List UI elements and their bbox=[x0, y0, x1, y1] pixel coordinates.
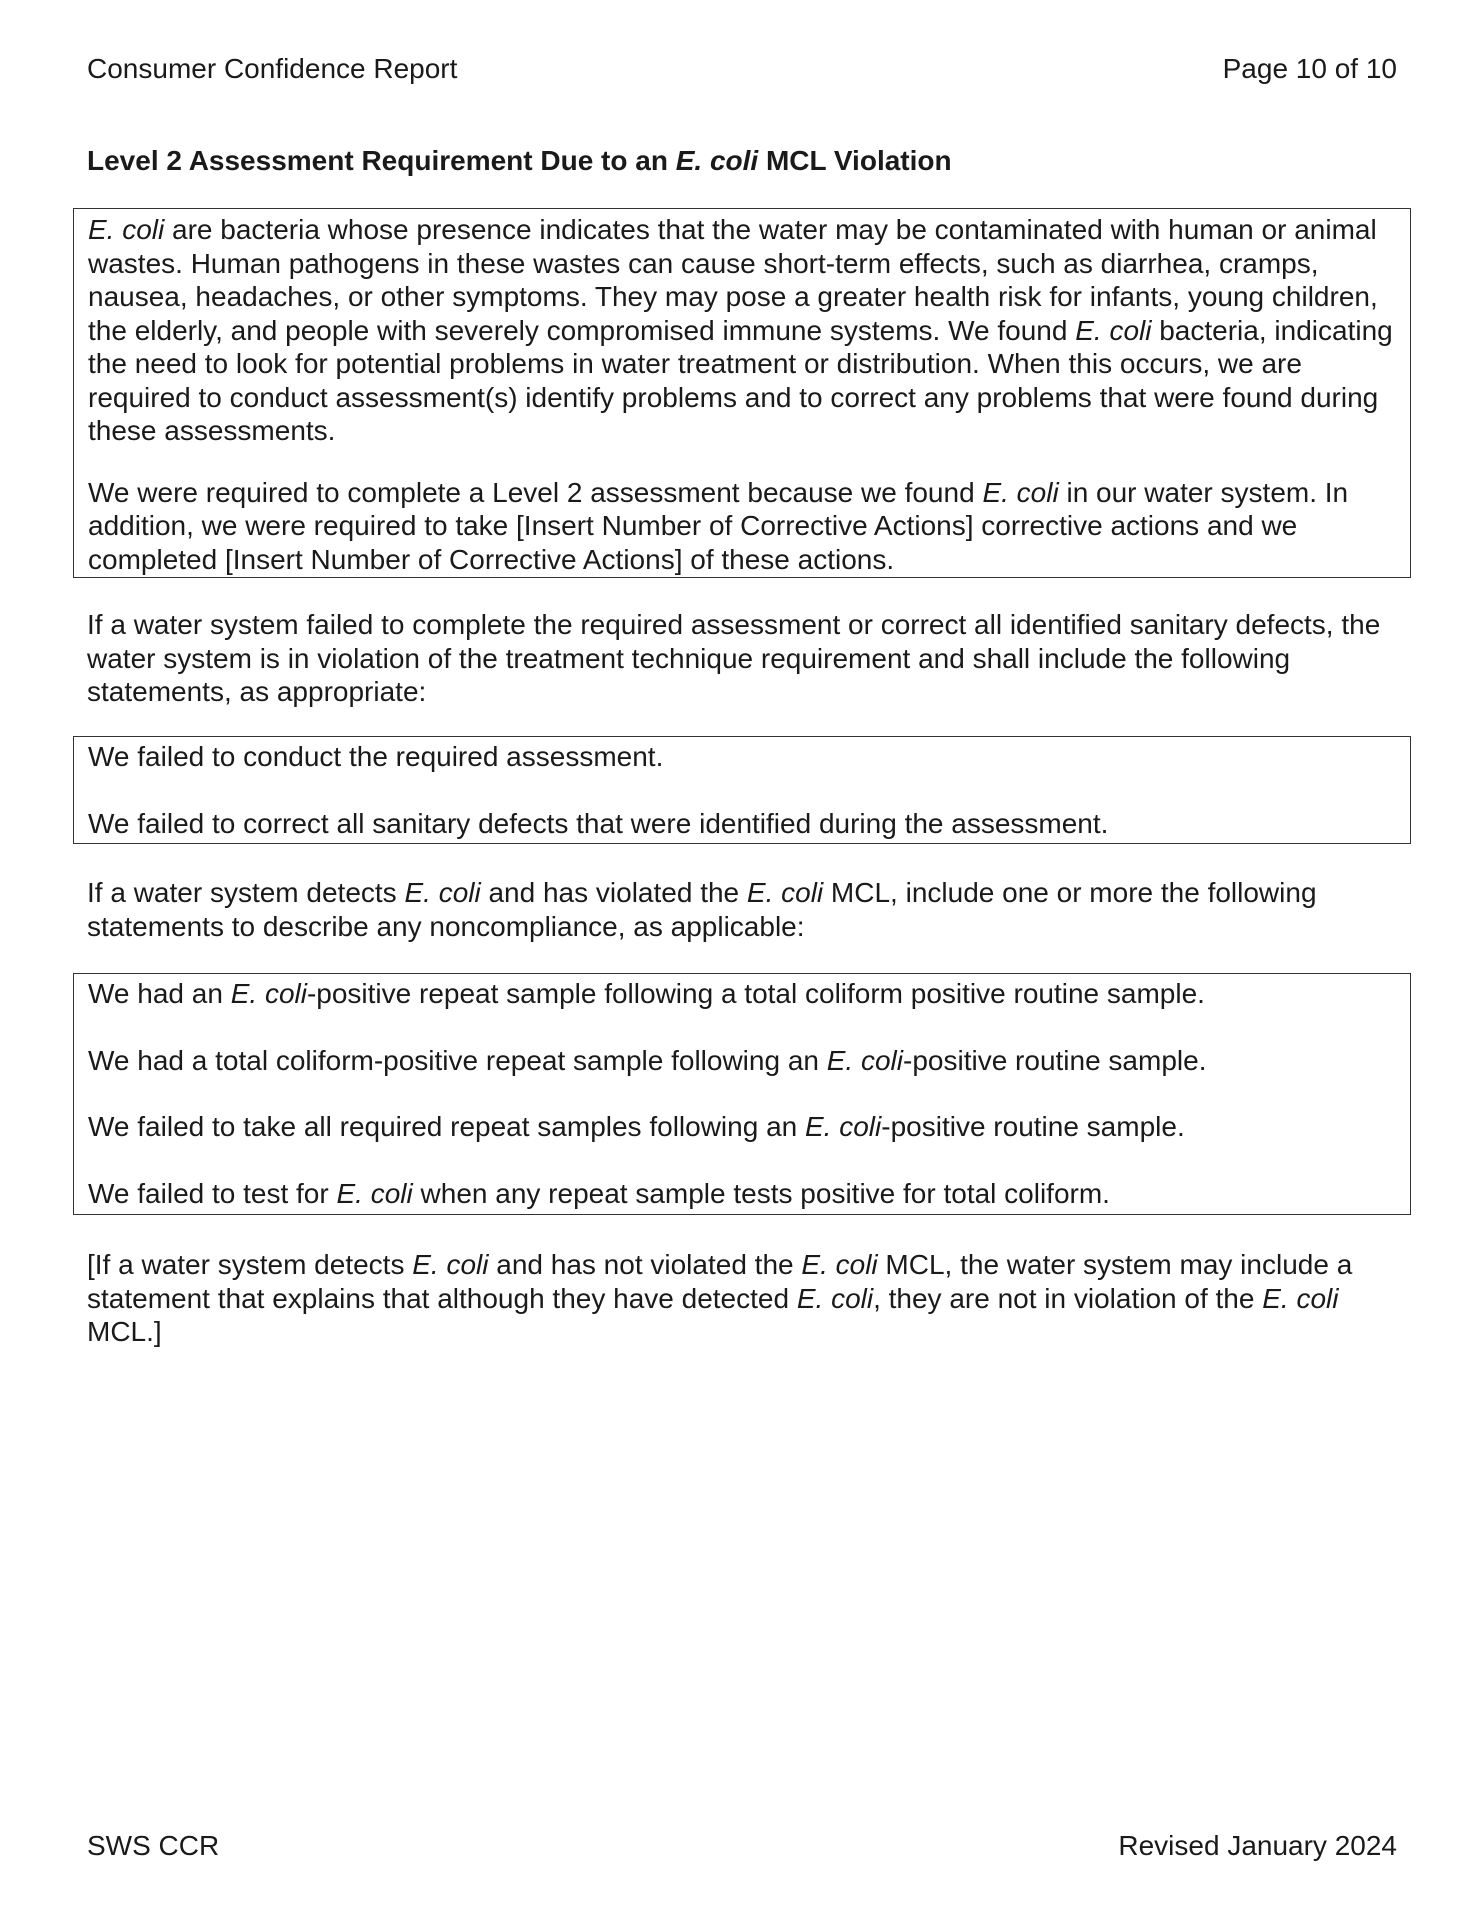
statement-missed-repeat-samples: We failed to take all required repeat samples following an E. coli-positive routine sample. bbox=[88, 1111, 1185, 1142]
section-heading: Level 2 Assessment Requirement Due to an E. coli MCL Violation bbox=[87, 145, 952, 176]
no-violation-note: [If a water system detects E. coli and has not violated the E. coli MCL, the water system may include a statement that explains that although they have detected E. coli, they are not in violation of the E. coli MCL.] bbox=[87, 1249, 1353, 1347]
ecoli-health-paragraph: E. coli are bacteria whose presence indicates that the water may be contaminated with human or animal wastes. Human pathogens in these wastes can cause short-term effects, such as diarrhea, cramps, nausea, headaches, or other symptoms. They may pose a greater health risk for infants, young children, the elderly, and people with severely compromised immune systems. We found E. coli bacteria, indicating the need to look for potential problems in water treatment or distribution. When this occurs, we are required to conduct assessment(s) identify problems and to correct any problems that were found during these assessments. bbox=[88, 214, 1393, 446]
footer-doc-code: SWS CCR bbox=[87, 1830, 220, 1861]
failed-assessment-instructions: If a water system failed to complete the required assessment or correct all identified sanitary defects, the water system is in violation of the treatment technique requirement and shall include the following statements, as appropriate: bbox=[87, 609, 1381, 707]
assessment-failure-statements-box bbox=[73, 736, 1411, 844]
document-title: Consumer Confidence Report bbox=[87, 53, 458, 84]
level2-assessment-paragraph: We were required to complete a Level 2 assessment because we found E. coli in our water system. In addition, we were required to take [Insert Number of Corrective Actions] corrective actions and we completed [Insert Number of Corrective Actions] of these actions. bbox=[88, 476, 1349, 575]
mcl-violation-instructions: If a water system detects E. coli and has violated the E. coli MCL, include one or more the following statements to describe any noncompliance, as applicable: bbox=[87, 877, 1317, 942]
footer-revision-date: Revised January 2024 bbox=[1118, 1830, 1397, 1861]
statement-failed-ecoli-test: We failed to test for E. coli when any repeat sample tests positive for total coliform. bbox=[88, 1177, 1110, 1209]
statement-failed-correction: We failed to correct all sanitary defects that were identified during the assessment. bbox=[88, 807, 1109, 839]
ecoli-explanation-box bbox=[73, 208, 1411, 578]
page-header bbox=[87, 52, 1397, 86]
page-footer bbox=[87, 1829, 1397, 1863]
statement-ecoli-positive-repeat: We had an E. coli-positive repeat sample following a total coliform positive routine sample. bbox=[88, 978, 1205, 1009]
noncompliance-statements-box bbox=[73, 973, 1411, 1215]
statement-failed-assessment: We failed to conduct the required assessment. bbox=[88, 741, 664, 772]
statement-coliform-positive-repeat: We had a total coliform-positive repeat sample following an E. coli-positive routine sample. bbox=[88, 1044, 1207, 1076]
page-number: Page 10 of 10 bbox=[1222, 53, 1397, 84]
